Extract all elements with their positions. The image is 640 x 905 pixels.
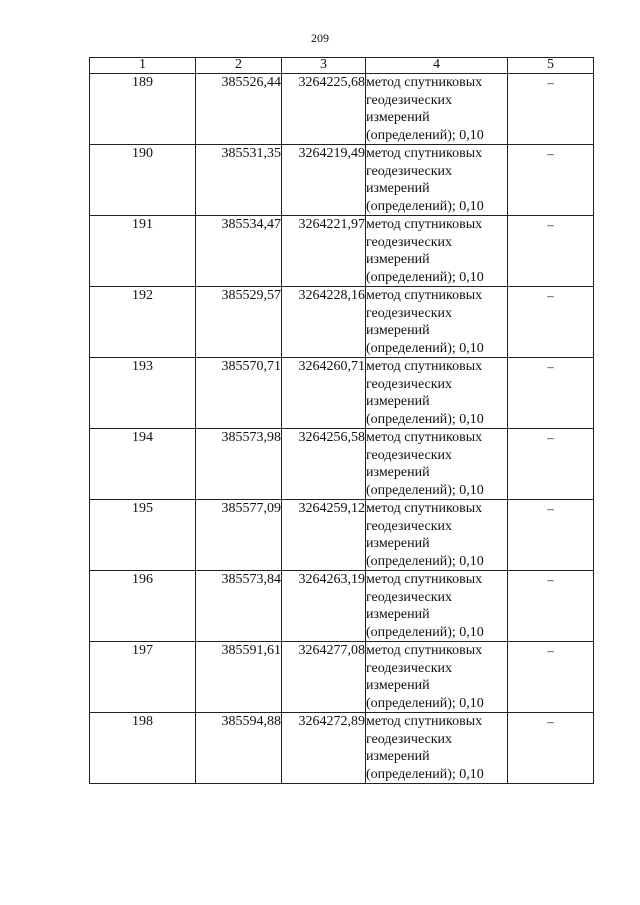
method-line: (определений); 0,10: [366, 411, 484, 427]
method-line: метод спутниковых: [366, 501, 483, 516]
method-line: (определений); 0,10: [366, 624, 484, 640]
method-line: (определений); 0,10: [366, 127, 484, 143]
method-line: (определений); 0,10: [366, 269, 484, 285]
method-cell: [366, 145, 508, 216]
method-line: (определений); 0,10: [366, 766, 484, 782]
method-line: метод спутниковых: [366, 643, 483, 658]
method-cell: [366, 216, 508, 287]
method-cell: [366, 642, 508, 713]
method-line: измерений: [366, 749, 430, 764]
method-line: измерений: [366, 536, 430, 551]
page-number: 209: [311, 31, 329, 45]
y-coordinate-cell: 3264260,71: [282, 358, 366, 429]
note-cell: –: [508, 500, 594, 571]
method-line: измерений: [366, 252, 430, 267]
point-number-cell: 189: [90, 74, 196, 145]
x-coordinate-cell: 385591,61: [196, 642, 282, 713]
method-line: геодезических: [366, 447, 453, 463]
y-coordinate-cell: 3264256,58: [282, 429, 366, 500]
method-line: метод спутниковых: [366, 430, 483, 445]
method-cell: [366, 571, 508, 642]
note-cell: –: [508, 713, 594, 784]
method-cell: [366, 500, 508, 571]
x-coordinate-cell: 385594,88: [196, 713, 282, 784]
method-line: геодезических: [366, 731, 453, 747]
method-line: измерений: [366, 323, 430, 338]
header-col-1: 1: [90, 58, 196, 74]
table-row: [90, 145, 594, 216]
y-coordinate-cell: 3264221,97: [282, 216, 366, 287]
x-coordinate-cell: 385573,98: [196, 429, 282, 500]
method-line: метод спутниковых: [366, 217, 483, 232]
table-row: [90, 713, 594, 784]
coordinates-table: [89, 57, 594, 784]
header-col-3: 3: [282, 58, 366, 74]
note-cell: –: [508, 216, 594, 287]
table-row: [90, 642, 594, 713]
point-number-cell: 195: [90, 500, 196, 571]
method-line: (определений); 0,10: [366, 695, 484, 711]
table-row: [90, 358, 594, 429]
method-line: геодезических: [366, 92, 453, 108]
y-coordinate-cell: 3264225,68: [282, 74, 366, 145]
method-line: метод спутниковых: [366, 288, 483, 303]
method-line: (определений); 0,10: [366, 198, 484, 214]
method-line: измерений: [366, 607, 430, 622]
method-line: (определений); 0,10: [366, 482, 484, 498]
method-line: измерений: [366, 394, 430, 409]
method-cell: [366, 713, 508, 784]
x-coordinate-cell: 385531,35: [196, 145, 282, 216]
point-number-cell: 197: [90, 642, 196, 713]
table-row: [90, 74, 594, 145]
method-line: геодезических: [366, 234, 453, 250]
point-number-cell: 194: [90, 429, 196, 500]
note-cell: –: [508, 429, 594, 500]
y-coordinate-cell: 3264277,08: [282, 642, 366, 713]
method-line: (определений); 0,10: [366, 553, 484, 569]
method-line: измерений: [366, 465, 430, 480]
table-row: [90, 429, 594, 500]
table-row: [90, 287, 594, 358]
point-number-cell: 193: [90, 358, 196, 429]
point-number-cell: 191: [90, 216, 196, 287]
method-cell: [366, 287, 508, 358]
method-line: измерений: [366, 181, 430, 196]
y-coordinate-cell: 3264219,49: [282, 145, 366, 216]
note-cell: –: [508, 287, 594, 358]
table-row: [90, 216, 594, 287]
y-coordinate-cell: 3264263,19: [282, 571, 366, 642]
method-line: геодезических: [366, 305, 453, 321]
x-coordinate-cell: 385570,71: [196, 358, 282, 429]
point-number-cell: 190: [90, 145, 196, 216]
note-cell: –: [508, 358, 594, 429]
method-line: (определений); 0,10: [366, 340, 484, 356]
method-line: метод спутниковых: [366, 572, 483, 587]
method-cell: [366, 358, 508, 429]
header-col-5: 5: [508, 58, 594, 74]
point-number-cell: 198: [90, 713, 196, 784]
y-coordinate-cell: 3264259,12: [282, 500, 366, 571]
table-row: [90, 571, 594, 642]
header-row: [90, 58, 594, 74]
method-line: измерений: [366, 110, 430, 125]
table-header: [90, 58, 594, 74]
table-body: [90, 74, 594, 784]
method-line: метод спутниковых: [366, 146, 483, 161]
y-coordinate-cell: 3264272,89: [282, 713, 366, 784]
method-cell: [366, 74, 508, 145]
point-number-cell: 192: [90, 287, 196, 358]
method-line: геодезических: [366, 518, 453, 534]
x-coordinate-cell: 385573,84: [196, 571, 282, 642]
x-coordinate-cell: 385526,44: [196, 74, 282, 145]
x-coordinate-cell: 385529,57: [196, 287, 282, 358]
method-line: геодезических: [366, 660, 453, 676]
method-line: метод спутниковых: [366, 359, 483, 374]
point-number-cell: 196: [90, 571, 196, 642]
header-col-2: 2: [196, 58, 282, 74]
method-line: метод спутниковых: [366, 714, 483, 729]
method-line: геодезических: [366, 376, 453, 392]
method-line: геодезических: [366, 163, 453, 179]
note-cell: –: [508, 571, 594, 642]
x-coordinate-cell: 385534,47: [196, 216, 282, 287]
x-coordinate-cell: 385577,09: [196, 500, 282, 571]
method-line: метод спутниковых: [366, 75, 483, 90]
header-col-4: 4: [366, 58, 508, 74]
method-line: измерений: [366, 678, 430, 693]
note-cell: –: [508, 74, 594, 145]
method-cell: [366, 429, 508, 500]
note-cell: –: [508, 145, 594, 216]
note-cell: –: [508, 642, 594, 713]
method-line: геодезических: [366, 589, 453, 605]
table-row: [90, 500, 594, 571]
y-coordinate-cell: 3264228,16: [282, 287, 366, 358]
